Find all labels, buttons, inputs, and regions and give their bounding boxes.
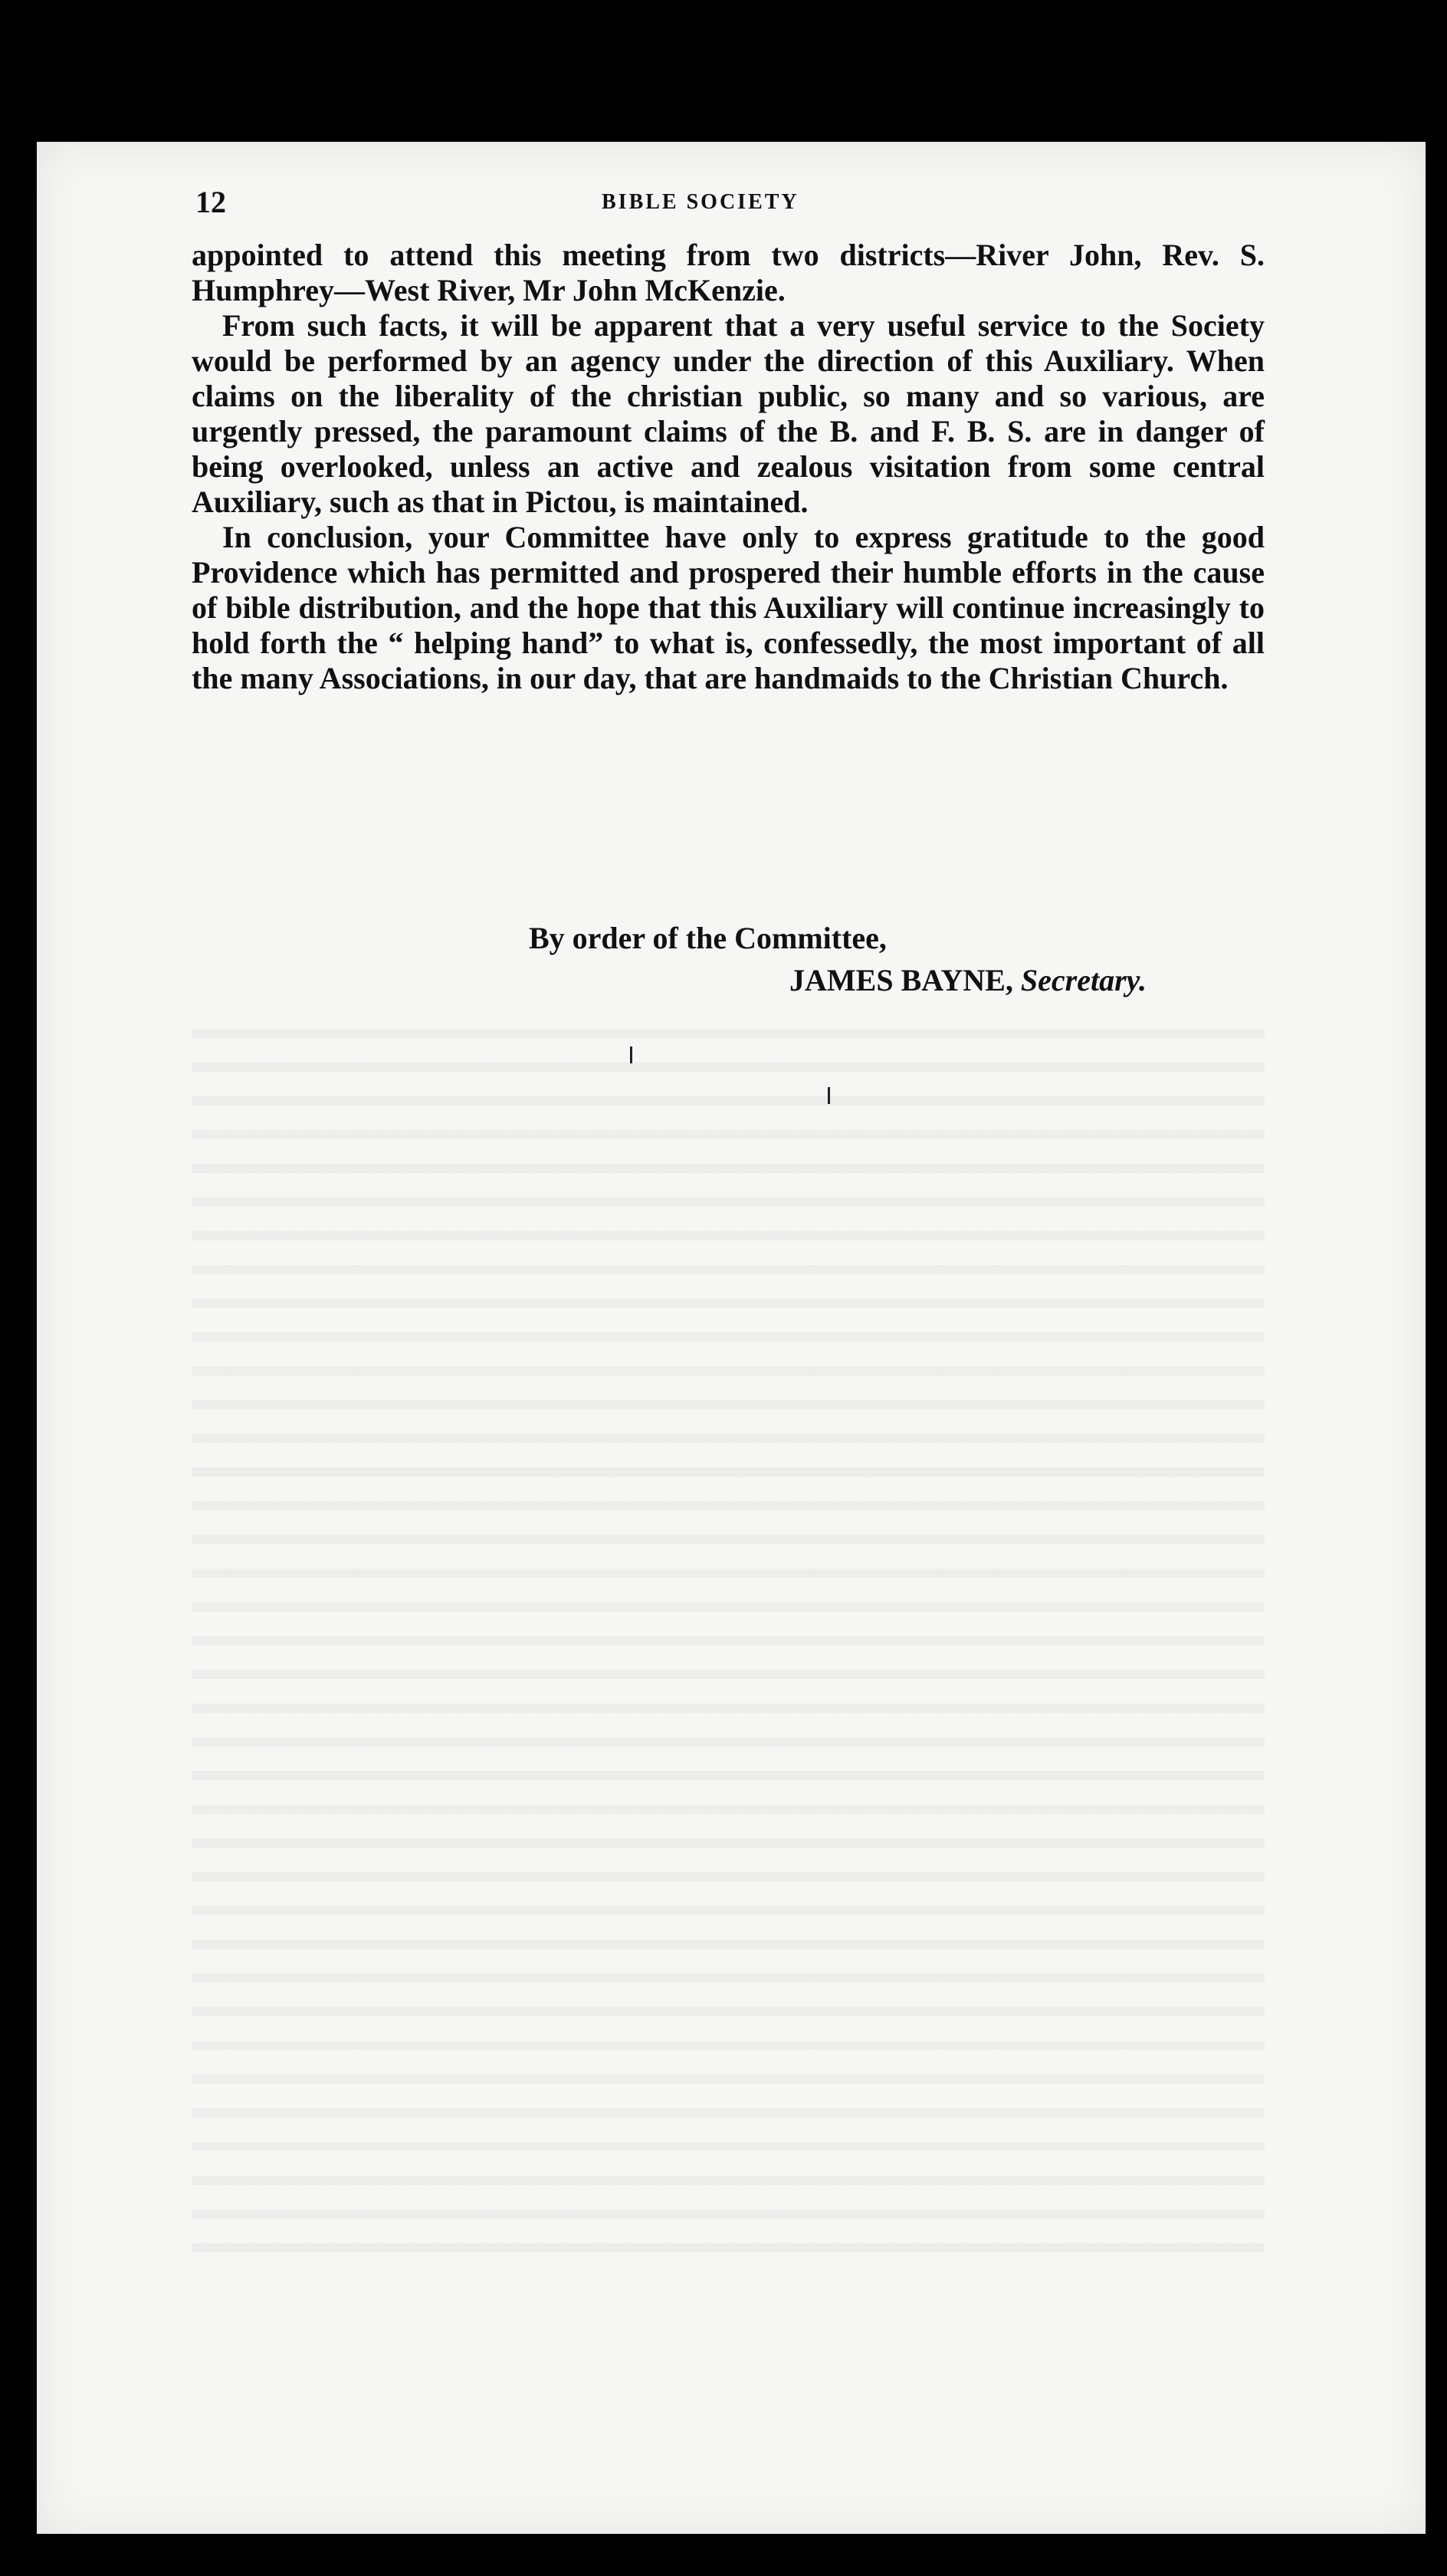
ink-mark xyxy=(828,1087,830,1104)
order-line: By order of the Committee, xyxy=(529,921,887,955)
show-through-texture xyxy=(192,1012,1265,2277)
secretary-role: Secretary. xyxy=(1020,963,1147,997)
running-head: BIBLE SOCIETY xyxy=(602,190,799,214)
body-text xyxy=(192,238,1265,696)
page-number: 12 xyxy=(195,185,226,219)
page-header xyxy=(195,184,1268,230)
paragraph-agency: From such facts, it will be apparent that a very useful service to the Society would be performed by an agency under the direction of this Auxiliary. When claims on the liberality of the christian public, so many and so various, are urgently pressed, the paramount claims of the B. and F. B. S. are in danger of being overlooked, unless an active and zealous visitation from some central Auxiliary, such as that in Pictou, is maintained. xyxy=(192,308,1265,519)
secretary-name: JAMES BAYNE, xyxy=(789,963,1013,997)
paragraph-conclusion: In conclusion, your Committee have only to express gratitude to the good Providence which has permitted and prospered their humble efforts in the cause of bible distribution, and the hope that this Auxiliary will continue increasingly to hold forth the “ helping hand” to what is, confessedly, the most important of all the many Associations, in our day, that are handmaids to the Christian Church. xyxy=(192,520,1265,695)
paragraph-continued: appointed to attend this meeting from two districts—River John, Rev. S. Humphrey—West River, Mr John McKenzie. xyxy=(192,238,1265,307)
signature-line xyxy=(789,962,1147,998)
ink-mark xyxy=(630,1046,632,1063)
